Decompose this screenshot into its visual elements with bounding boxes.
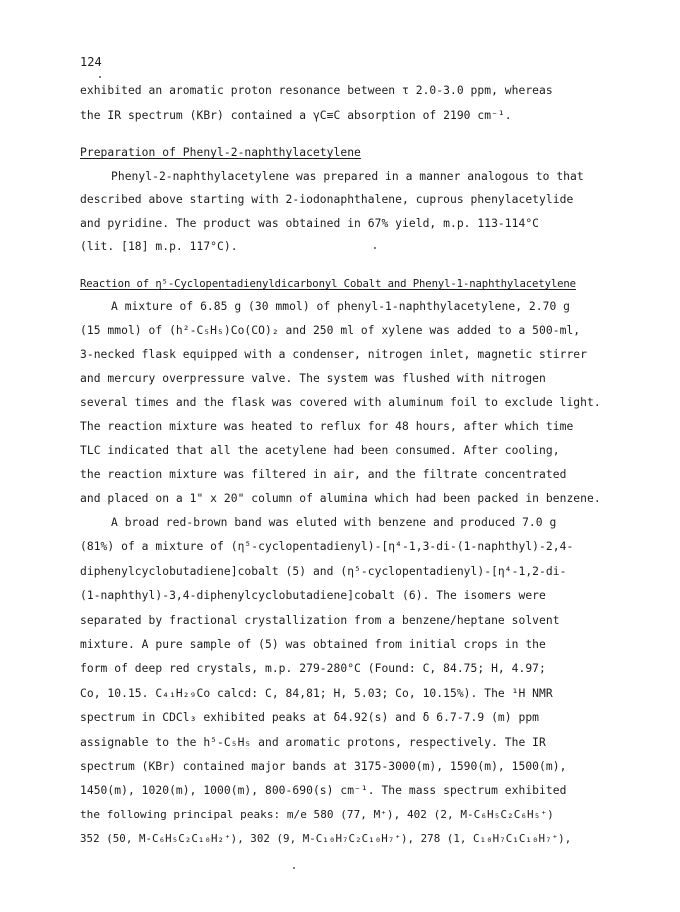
- text-line: (81%) of a mixture of (η⁵-cyclopentadienyl)-[η⁴-1,3-di-(1-naphthyl)-2,4-: [80, 540, 574, 553]
- text-line: (lit. [18] m.p. 117°C).: [80, 240, 238, 253]
- text-line: (15 mmol) of (h²-C₅H₅)Co(CO)₂ and 250 ml of xylene was added to a 500-ml,: [80, 324, 581, 337]
- text-line: form of deep red crystals, m.p. 279-280°C (Found: C, 84.75; H, 4.97;: [80, 662, 546, 675]
- text-line: several times and the flask was covered with aluminum foil to exclude light.: [80, 396, 601, 409]
- text-line: exhibited an aromatic proton resonance between τ 2.0-3.0 ppm, whereas: [80, 84, 553, 97]
- text-line: Phenyl-2-naphthylacetylene was prepared in a manner analogous to that: [111, 170, 584, 183]
- text-line: 1450(m), 1020(m), 1000(m), 800-690(s) cm⁻¹. The mass spectrum exhibited: [80, 784, 567, 797]
- text-line: and pyridine. The product was obtained in 67% yield, m.p. 113-114°C: [80, 217, 540, 230]
- section-heading: Reaction of η⁵-Cyclopentadienyldicarbonyl Cobalt and Phenyl-1-naphthylacetylene: [80, 278, 576, 290]
- text-line: and placed on a 1" x 20" column of alumina which had been packed in benzene.: [80, 492, 601, 505]
- text-line: diphenylcyclobutadiene]cobalt (5) and (η⁵-cyclopentadienyl)-[η⁴-1,2-di-: [80, 565, 567, 578]
- text-line: the following principal peaks: m/e 580 (77, M⁺), 402 (2, M-C₆H₅C₂C₆H₅⁺): [80, 808, 554, 821]
- text-line: mixture. A pure sample of (5) was obtained from initial crops in the: [80, 638, 546, 651]
- text-line: spectrum in CDCl₃ exhibited peaks at δ4.92(s) and δ 6.7-7.9 (m) ppm: [80, 711, 540, 724]
- text-line: 352 (50, M-C₆H₅C₂C₁₀H₂⁺), 302 (9, M-C₁₀H₇C₂C₁₀H₇⁺), 278 (1, C₁₀H₇C₁C₁₀H₇⁺),: [80, 832, 572, 845]
- text-line: and mercury overpressure valve. The system was flushed with nitrogen: [80, 372, 546, 385]
- scan-speck: [374, 247, 376, 249]
- text-line: the reaction mixture was filtered in air, and the filtrate concentrated: [80, 468, 567, 481]
- page-number: 124: [80, 55, 102, 69]
- scan-speck: [293, 867, 295, 869]
- text-line: TLC indicated that all the acetylene had been consumed. After cooling,: [80, 444, 560, 457]
- text-line: A mixture of 6.85 g (30 mmol) of phenyl-1-naphthylacetylene, 2.70 g: [111, 300, 571, 313]
- text-line: Co, 10.15. C₄₁H₂₉Co calcd: C, 84,81; H, 5.03; Co, 10.15%). The ¹H NMR: [80, 687, 553, 700]
- text-line: separated by fractional crystallization from a benzene/heptane solvent: [80, 614, 560, 627]
- text-line: spectrum (KBr) contained major bands at 3175-3000(m), 1590(m), 1500(m),: [80, 760, 567, 773]
- text-line: The reaction mixture was heated to reflux for 48 hours, after which time: [80, 420, 574, 433]
- section-heading: Preparation of Phenyl-2-naphthylacetylene: [80, 146, 361, 159]
- scan-speck: [99, 76, 101, 78]
- text-line: 3-necked flask equipped with a condenser, nitrogen inlet, magnetic stirrer: [80, 348, 587, 361]
- text-line: assignable to the h⁵-C₅H₅ and aromatic protons, respectively. The IR: [80, 736, 546, 749]
- text-line: described above starting with 2-iodonaphthalene, cuprous phenylacetylide: [80, 193, 574, 206]
- text-line: (1-naphthyl)-3,4-diphenylcyclobutadiene]cobalt (6). The isomers were: [80, 589, 546, 602]
- text-line: the IR spectrum (KBr) contained a γC≡C absorption of 2190 cm⁻¹.: [80, 109, 512, 122]
- text-line: A broad red-brown band was eluted with benzene and produced 7.0 g: [111, 516, 557, 529]
